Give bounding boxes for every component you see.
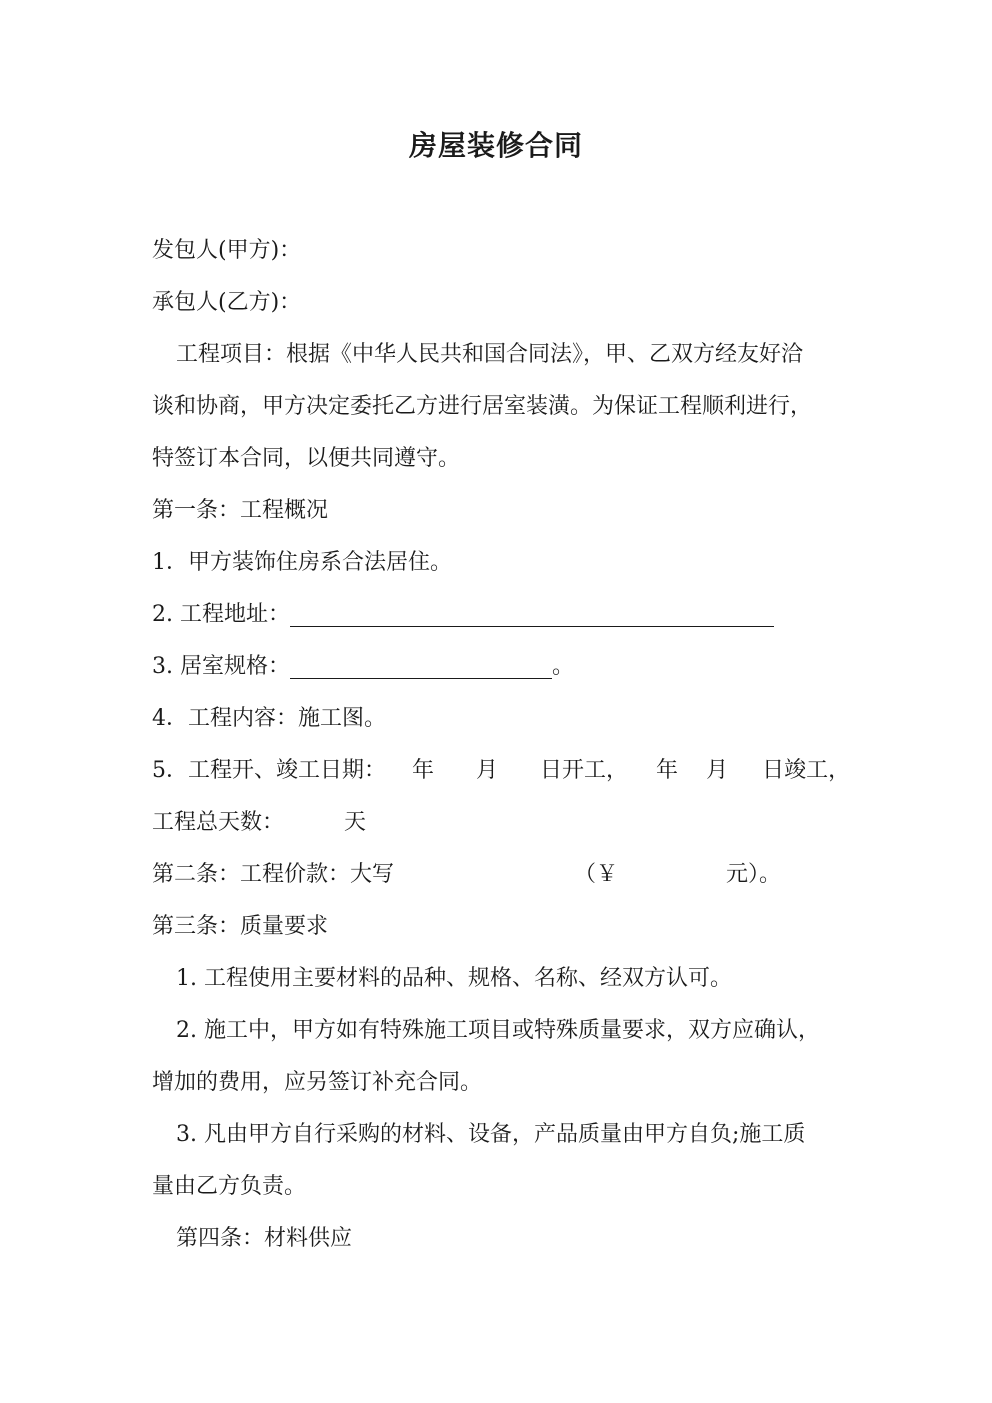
dates-label: 5．工程开、竣工日期：	[152, 758, 386, 783]
intro-line-2: 谈和协商，甲方决定委托乙方进行居室装潢。为保证工程顺利进行，	[152, 394, 813, 419]
article-1-item-2	[152, 600, 774, 630]
intro-line-1: 工程项目：根据《中华人民共和国合同法》，甲、乙双方经友好洽	[176, 342, 804, 367]
article-2-line	[152, 860, 781, 890]
article-3-item-2-line-1: 2. 施工中，甲方如有特殊施工项目或特殊质量要求，双方应确认，	[176, 1018, 820, 1043]
address-blank	[290, 604, 774, 627]
article-1-item-3	[152, 652, 574, 682]
article-3-item-3-line-2: 量由乙方负责。	[152, 1174, 307, 1199]
article-3-item-1: 1. 工程使用主要材料的品种、规格、名称、经双方认可。	[176, 966, 732, 991]
document-title: 房屋装修合同	[408, 129, 583, 162]
total-days-label: 工程总天数：	[152, 810, 285, 835]
address-label: 2. 工程地址：	[152, 602, 290, 627]
end-month-label: 月	[706, 758, 729, 783]
price-yuan-close: 元）。	[726, 862, 782, 887]
room-spec-label: 3. 居室规格：	[152, 654, 290, 679]
article-2-heading: 第二条：工程价款：大写	[152, 862, 395, 887]
article-1-item-4: 4．工程内容：施工图。	[152, 706, 386, 731]
party-b-label: 承包人(乙方)：	[152, 290, 302, 315]
article-1-item-1: 1．甲方装饰住房系合法居住。	[152, 550, 452, 575]
article-1-item-5	[152, 756, 850, 786]
start-month-label: 月	[476, 758, 499, 783]
intro-line-3: 特签订本合同，以便共同遵守。	[152, 446, 461, 471]
end-day-label: 日竣工，	[762, 758, 851, 783]
article-3-item-2-line-2: 增加的费用，应另签订补充合同。	[152, 1070, 483, 1095]
start-year-label: 年	[412, 758, 435, 783]
article-1-heading: 第一条：工程概况	[152, 498, 329, 523]
price-yen-open: （￥	[574, 862, 619, 887]
room-spec-blank	[290, 656, 552, 679]
party-a-label: 发包人(甲方)：	[152, 238, 302, 263]
total-days-line	[152, 808, 366, 838]
days-unit: 天	[344, 810, 367, 835]
article-3-item-3-line-1: 3. 凡由甲方自行采购的材料、设备，产品质量由甲方自负;施工质	[176, 1122, 806, 1147]
article-3-heading: 第三条：质量要求	[152, 914, 329, 939]
start-day-label: 日开工，	[540, 758, 629, 783]
article-4-heading: 第四条：材料供应	[176, 1226, 353, 1251]
end-year-label: 年	[656, 758, 679, 783]
room-spec-end: 。	[551, 654, 574, 679]
